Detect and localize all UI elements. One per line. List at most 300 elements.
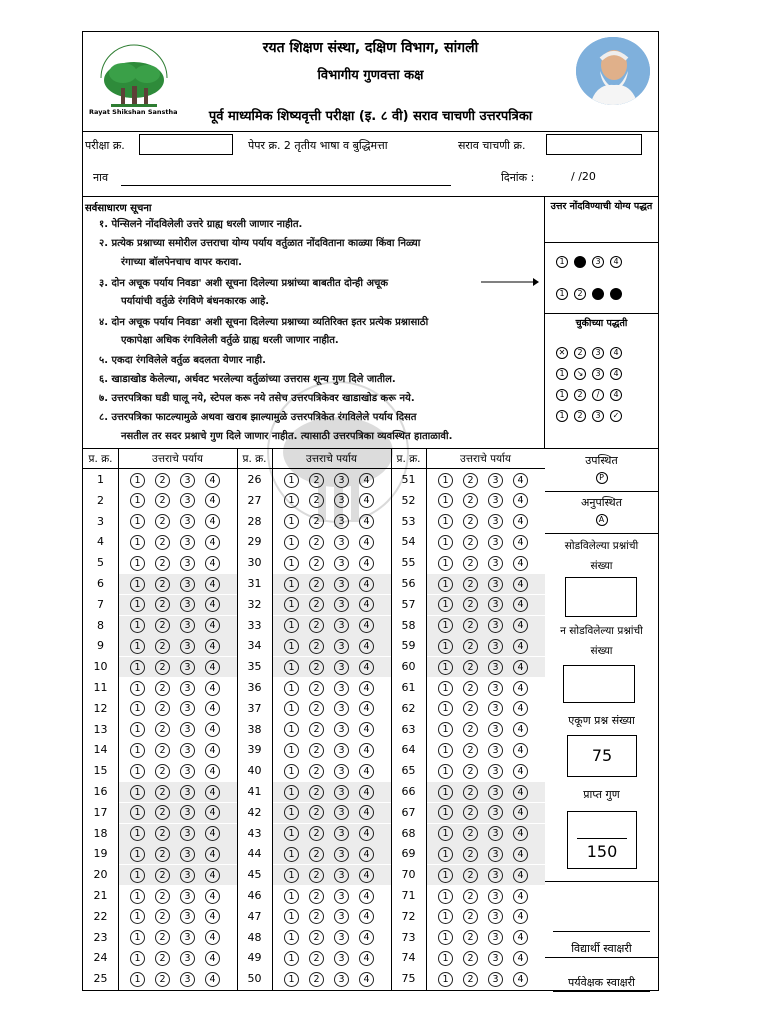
option-bubble-2[interactable]: 2: [155, 972, 170, 987]
option-bubble-2[interactable]: 2: [309, 785, 324, 800]
option-bubble-4[interactable]: 4: [205, 722, 220, 737]
option-bubble-4[interactable]: 4: [205, 660, 220, 675]
option-bubble-4[interactable]: 4: [359, 889, 374, 904]
option-bubble-4[interactable]: 4: [513, 618, 528, 633]
option-bubble-1[interactable]: 1: [438, 743, 453, 758]
option-bubble-4[interactable]: 4: [359, 951, 374, 966]
option-bubble-1[interactable]: 1: [130, 930, 145, 945]
option-bubble-2[interactable]: 2: [155, 473, 170, 488]
option-bubble-1[interactable]: 1: [284, 951, 299, 966]
option-bubble-1[interactable]: 1: [438, 972, 453, 987]
option-bubble-1[interactable]: 1: [284, 722, 299, 737]
exam-no-field[interactable]: [139, 134, 233, 155]
option-bubble-3[interactable]: 3: [488, 785, 503, 800]
option-bubble-2[interactable]: 2: [309, 681, 324, 696]
option-bubble-2[interactable]: 2: [155, 556, 170, 571]
option-bubble-2[interactable]: 2: [155, 764, 170, 779]
option-bubble-3[interactable]: 3: [180, 681, 195, 696]
option-bubble-4[interactable]: 4: [205, 577, 220, 592]
option-bubble-3[interactable]: 3: [488, 847, 503, 862]
option-bubble-2[interactable]: 2: [155, 618, 170, 633]
option-bubble-1[interactable]: 1: [130, 743, 145, 758]
option-bubble-3[interactable]: 3: [334, 618, 349, 633]
option-bubble-3[interactable]: 3: [180, 951, 195, 966]
option-bubble-1[interactable]: 1: [130, 972, 145, 987]
option-bubble-1[interactable]: 1: [438, 868, 453, 883]
option-bubble-1[interactable]: 1: [130, 785, 145, 800]
practice-no-field[interactable]: [546, 134, 642, 155]
option-bubble-2[interactable]: 2: [463, 514, 478, 529]
option-bubble-3[interactable]: 3: [488, 930, 503, 945]
option-bubble-2[interactable]: 2: [309, 577, 324, 592]
option-bubble-4[interactable]: 4: [513, 556, 528, 571]
option-bubble-2[interactable]: 2: [309, 889, 324, 904]
option-bubble-1[interactable]: 1: [130, 597, 145, 612]
option-bubble-4[interactable]: 4: [205, 743, 220, 758]
option-bubble-1[interactable]: 1: [284, 577, 299, 592]
option-bubble-1[interactable]: 1: [130, 577, 145, 592]
option-bubble-2[interactable]: 2: [463, 805, 478, 820]
option-bubble-2[interactable]: 2: [155, 889, 170, 904]
option-bubble-4[interactable]: 4: [513, 805, 528, 820]
option-bubble-1[interactable]: 1: [284, 826, 299, 841]
option-bubble-2[interactable]: 2: [463, 660, 478, 675]
option-bubble-3[interactable]: 3: [334, 847, 349, 862]
option-bubble-2[interactable]: 2: [309, 826, 324, 841]
absent-bubble[interactable]: A: [596, 514, 608, 526]
option-bubble-3[interactable]: 3: [180, 826, 195, 841]
option-bubble-4[interactable]: 4: [359, 639, 374, 654]
option-bubble-4[interactable]: 4: [513, 660, 528, 675]
option-bubble-1[interactable]: 1: [284, 597, 299, 612]
option-bubble-4[interactable]: 4: [205, 514, 220, 529]
option-bubble-1[interactable]: 1: [130, 660, 145, 675]
option-bubble-1[interactable]: 1: [284, 805, 299, 820]
option-bubble-4[interactable]: 4: [513, 889, 528, 904]
option-bubble-4[interactable]: 4: [359, 868, 374, 883]
name-line[interactable]: [121, 185, 451, 186]
option-bubble-4[interactable]: 4: [205, 847, 220, 862]
option-bubble-3[interactable]: 3: [180, 889, 195, 904]
present-bubble[interactable]: P: [596, 472, 608, 484]
option-bubble-3[interactable]: 3: [180, 785, 195, 800]
option-bubble-4[interactable]: 4: [359, 660, 374, 675]
option-bubble-1[interactable]: 1: [438, 556, 453, 571]
option-bubble-4[interactable]: 4: [205, 618, 220, 633]
option-bubble-2[interactable]: 2: [463, 972, 478, 987]
option-bubble-1[interactable]: 1: [130, 493, 145, 508]
option-bubble-3[interactable]: 3: [334, 909, 349, 924]
option-bubble-4[interactable]: 4: [359, 743, 374, 758]
option-bubble-4[interactable]: 4: [205, 826, 220, 841]
student-sign-line[interactable]: [553, 931, 650, 932]
option-bubble-3[interactable]: 3: [334, 951, 349, 966]
not-attempted-box[interactable]: [563, 665, 635, 703]
option-bubble-4[interactable]: 4: [205, 951, 220, 966]
option-bubble-4[interactable]: 4: [205, 805, 220, 820]
option-bubble-4[interactable]: 4: [205, 785, 220, 800]
option-bubble-2[interactable]: 2: [155, 514, 170, 529]
option-bubble-1[interactable]: 1: [284, 618, 299, 633]
option-bubble-3[interactable]: 3: [488, 722, 503, 737]
option-bubble-1[interactable]: 1: [130, 556, 145, 571]
option-bubble-1[interactable]: 1: [284, 972, 299, 987]
option-bubble-3[interactable]: 3: [488, 868, 503, 883]
option-bubble-2[interactable]: 2: [309, 805, 324, 820]
option-bubble-1[interactable]: 1: [284, 493, 299, 508]
option-bubble-1[interactable]: 1: [284, 556, 299, 571]
option-bubble-3[interactable]: 3: [488, 618, 503, 633]
option-bubble-1[interactable]: 1: [130, 868, 145, 883]
option-bubble-1[interactable]: 1: [438, 805, 453, 820]
option-bubble-2[interactable]: 2: [463, 930, 478, 945]
option-bubble-4[interactable]: 4: [205, 556, 220, 571]
option-bubble-2[interactable]: 2: [463, 722, 478, 737]
option-bubble-4[interactable]: 4: [359, 764, 374, 779]
option-bubble-3[interactable]: 3: [488, 660, 503, 675]
option-bubble-4[interactable]: 4: [359, 909, 374, 924]
option-bubble-3[interactable]: 3: [334, 597, 349, 612]
option-bubble-2[interactable]: 2: [309, 847, 324, 862]
option-bubble-3[interactable]: 3: [180, 577, 195, 592]
option-bubble-3[interactable]: 3: [334, 473, 349, 488]
option-bubble-2[interactable]: 2: [155, 805, 170, 820]
option-bubble-1[interactable]: 1: [130, 909, 145, 924]
option-bubble-4[interactable]: 4: [205, 868, 220, 883]
option-bubble-2[interactable]: 2: [155, 743, 170, 758]
option-bubble-3[interactable]: 3: [488, 681, 503, 696]
option-bubble-2[interactable]: 2: [463, 909, 478, 924]
option-bubble-3[interactable]: 3: [488, 889, 503, 904]
option-bubble-2[interactable]: 2: [155, 681, 170, 696]
option-bubble-3[interactable]: 3: [488, 701, 503, 716]
option-bubble-1[interactable]: 1: [438, 535, 453, 550]
option-bubble-3[interactable]: 3: [334, 493, 349, 508]
option-bubble-3[interactable]: 3: [488, 826, 503, 841]
option-bubble-3[interactable]: 3: [488, 535, 503, 550]
option-bubble-3[interactable]: 3: [180, 618, 195, 633]
attempted-box[interactable]: [565, 577, 637, 617]
option-bubble-3[interactable]: 3: [180, 514, 195, 529]
option-bubble-1[interactable]: 1: [438, 577, 453, 592]
option-bubble-3[interactable]: 3: [334, 743, 349, 758]
option-bubble-2[interactable]: 2: [463, 597, 478, 612]
option-bubble-1[interactable]: 1: [284, 514, 299, 529]
option-bubble-3[interactable]: 3: [180, 473, 195, 488]
option-bubble-2[interactable]: 2: [309, 930, 324, 945]
option-bubble-2[interactable]: 2: [155, 785, 170, 800]
option-bubble-2[interactable]: 2: [155, 722, 170, 737]
option-bubble-2[interactable]: 2: [309, 618, 324, 633]
option-bubble-2[interactable]: 2: [463, 868, 478, 883]
option-bubble-3[interactable]: 3: [180, 722, 195, 737]
option-bubble-1[interactable]: 1: [130, 514, 145, 529]
option-bubble-2[interactable]: 2: [155, 701, 170, 716]
option-bubble-2[interactable]: 2: [309, 597, 324, 612]
option-bubble-1[interactable]: 1: [284, 535, 299, 550]
option-bubble-4[interactable]: 4: [513, 785, 528, 800]
option-bubble-2[interactable]: 2: [463, 535, 478, 550]
option-bubble-2[interactable]: 2: [155, 660, 170, 675]
option-bubble-1[interactable]: 1: [438, 493, 453, 508]
option-bubble-1[interactable]: 1: [130, 722, 145, 737]
option-bubble-2[interactable]: 2: [155, 930, 170, 945]
option-bubble-1[interactable]: 1: [438, 785, 453, 800]
option-bubble-2[interactable]: 2: [463, 847, 478, 862]
option-bubble-4[interactable]: 4: [359, 473, 374, 488]
option-bubble-4[interactable]: 4: [513, 930, 528, 945]
option-bubble-1[interactable]: 1: [438, 639, 453, 654]
option-bubble-2[interactable]: 2: [309, 743, 324, 758]
option-bubble-1[interactable]: 1: [284, 660, 299, 675]
option-bubble-1[interactable]: 1: [284, 639, 299, 654]
option-bubble-2[interactable]: 2: [155, 597, 170, 612]
option-bubble-1[interactable]: 1: [438, 764, 453, 779]
option-bubble-1[interactable]: 1: [438, 722, 453, 737]
option-bubble-3[interactable]: 3: [334, 535, 349, 550]
option-bubble-3[interactable]: 3: [180, 535, 195, 550]
option-bubble-2[interactable]: 2: [463, 743, 478, 758]
option-bubble-3[interactable]: 3: [488, 764, 503, 779]
option-bubble-2[interactable]: 2: [155, 826, 170, 841]
option-bubble-4[interactable]: 4: [513, 826, 528, 841]
option-bubble-4[interactable]: 4: [359, 805, 374, 820]
option-bubble-4[interactable]: 4: [359, 847, 374, 862]
option-bubble-4[interactable]: 4: [205, 701, 220, 716]
option-bubble-2[interactable]: 2: [309, 660, 324, 675]
option-bubble-3[interactable]: 3: [488, 493, 503, 508]
option-bubble-2[interactable]: 2: [309, 722, 324, 737]
option-bubble-2[interactable]: 2: [155, 951, 170, 966]
option-bubble-4[interactable]: 4: [513, 868, 528, 883]
option-bubble-4[interactable]: 4: [359, 556, 374, 571]
option-bubble-3[interactable]: 3: [334, 930, 349, 945]
option-bubble-3[interactable]: 3: [180, 493, 195, 508]
option-bubble-2[interactable]: 2: [155, 535, 170, 550]
option-bubble-4[interactable]: 4: [205, 972, 220, 987]
option-bubble-2[interactable]: 2: [463, 618, 478, 633]
option-bubble-2[interactable]: 2: [155, 493, 170, 508]
option-bubble-4[interactable]: 4: [359, 597, 374, 612]
option-bubble-4[interactable]: 4: [513, 597, 528, 612]
option-bubble-2[interactable]: 2: [155, 868, 170, 883]
option-bubble-3[interactable]: 3: [334, 868, 349, 883]
option-bubble-1[interactable]: 1: [130, 889, 145, 904]
option-bubble-4[interactable]: 4: [513, 722, 528, 737]
option-bubble-4[interactable]: 4: [513, 951, 528, 966]
option-bubble-2[interactable]: 2: [309, 909, 324, 924]
option-bubble-3[interactable]: 3: [334, 785, 349, 800]
option-bubble-3[interactable]: 3: [334, 681, 349, 696]
option-bubble-4[interactable]: 4: [513, 764, 528, 779]
option-bubble-4[interactable]: 4: [359, 535, 374, 550]
option-bubble-1[interactable]: 1: [130, 701, 145, 716]
option-bubble-3[interactable]: 3: [180, 556, 195, 571]
option-bubble-1[interactable]: 1: [130, 535, 145, 550]
option-bubble-1[interactable]: 1: [284, 889, 299, 904]
option-bubble-4[interactable]: 4: [205, 535, 220, 550]
option-bubble-3[interactable]: 3: [488, 597, 503, 612]
option-bubble-1[interactable]: 1: [284, 868, 299, 883]
option-bubble-4[interactable]: 4: [513, 909, 528, 924]
option-bubble-3[interactable]: 3: [180, 972, 195, 987]
option-bubble-2[interactable]: 2: [463, 764, 478, 779]
option-bubble-1[interactable]: 1: [284, 473, 299, 488]
option-bubble-3[interactable]: 3: [334, 660, 349, 675]
option-bubble-3[interactable]: 3: [334, 722, 349, 737]
option-bubble-4[interactable]: 4: [205, 493, 220, 508]
option-bubble-4[interactable]: 4: [513, 847, 528, 862]
option-bubble-2[interactable]: 2: [463, 826, 478, 841]
option-bubble-1[interactable]: 1: [438, 826, 453, 841]
option-bubble-1[interactable]: 1: [438, 514, 453, 529]
option-bubble-2[interactable]: 2: [463, 785, 478, 800]
option-bubble-4[interactable]: 4: [513, 493, 528, 508]
option-bubble-1[interactable]: 1: [284, 764, 299, 779]
option-bubble-4[interactable]: 4: [513, 535, 528, 550]
option-bubble-3[interactable]: 3: [334, 639, 349, 654]
option-bubble-3[interactable]: 3: [180, 701, 195, 716]
option-bubble-4[interactable]: 4: [359, 972, 374, 987]
option-bubble-2[interactable]: 2: [463, 493, 478, 508]
option-bubble-3[interactable]: 3: [488, 473, 503, 488]
option-bubble-3[interactable]: 3: [180, 868, 195, 883]
option-bubble-2[interactable]: 2: [463, 556, 478, 571]
date-value[interactable]: / /20: [571, 170, 596, 183]
option-bubble-1[interactable]: 1: [130, 951, 145, 966]
option-bubble-2[interactable]: 2: [309, 972, 324, 987]
invigilator-sign-line[interactable]: [553, 991, 650, 992]
option-bubble-4[interactable]: 4: [359, 577, 374, 592]
option-bubble-1[interactable]: 1: [130, 826, 145, 841]
option-bubble-2[interactable]: 2: [309, 473, 324, 488]
option-bubble-4[interactable]: 4: [205, 764, 220, 779]
option-bubble-3[interactable]: 3: [180, 764, 195, 779]
option-bubble-4[interactable]: 4: [205, 889, 220, 904]
option-bubble-1[interactable]: 1: [130, 639, 145, 654]
option-bubble-2[interactable]: 2: [463, 701, 478, 716]
option-bubble-2[interactable]: 2: [309, 535, 324, 550]
option-bubble-3[interactable]: 3: [334, 514, 349, 529]
option-bubble-4[interactable]: 4: [205, 930, 220, 945]
option-bubble-3[interactable]: 3: [488, 951, 503, 966]
option-bubble-4[interactable]: 4: [205, 681, 220, 696]
option-bubble-1[interactable]: 1: [438, 951, 453, 966]
option-bubble-2[interactable]: 2: [309, 514, 324, 529]
option-bubble-3[interactable]: 3: [180, 847, 195, 862]
option-bubble-3[interactable]: 3: [180, 909, 195, 924]
option-bubble-2[interactable]: 2: [463, 473, 478, 488]
option-bubble-1[interactable]: 1: [130, 764, 145, 779]
option-bubble-3[interactable]: 3: [334, 556, 349, 571]
option-bubble-4[interactable]: 4: [513, 701, 528, 716]
option-bubble-2[interactable]: 2: [309, 951, 324, 966]
option-bubble-4[interactable]: 4: [359, 930, 374, 945]
option-bubble-3[interactable]: 3: [334, 826, 349, 841]
option-bubble-2[interactable]: 2: [463, 639, 478, 654]
option-bubble-1[interactable]: 1: [284, 743, 299, 758]
option-bubble-3[interactable]: 3: [488, 577, 503, 592]
option-bubble-4[interactable]: 4: [359, 826, 374, 841]
option-bubble-2[interactable]: 2: [309, 868, 324, 883]
option-bubble-3[interactable]: 3: [488, 556, 503, 571]
option-bubble-4[interactable]: 4: [359, 681, 374, 696]
option-bubble-1[interactable]: 1: [284, 701, 299, 716]
option-bubble-1[interactable]: 1: [284, 681, 299, 696]
option-bubble-3[interactable]: 3: [488, 514, 503, 529]
option-bubble-4[interactable]: 4: [359, 701, 374, 716]
option-bubble-1[interactable]: 1: [438, 597, 453, 612]
option-bubble-1[interactable]: 1: [284, 847, 299, 862]
option-bubble-3[interactable]: 3: [180, 805, 195, 820]
option-bubble-1[interactable]: 1: [284, 785, 299, 800]
option-bubble-4[interactable]: 4: [359, 722, 374, 737]
option-bubble-3[interactable]: 3: [488, 909, 503, 924]
option-bubble-4[interactable]: 4: [513, 681, 528, 696]
option-bubble-3[interactable]: 3: [334, 805, 349, 820]
option-bubble-3[interactable]: 3: [180, 743, 195, 758]
option-bubble-4[interactable]: 4: [359, 514, 374, 529]
option-bubble-4[interactable]: 4: [359, 493, 374, 508]
option-bubble-4[interactable]: 4: [205, 597, 220, 612]
option-bubble-3[interactable]: 3: [334, 701, 349, 716]
option-bubble-1[interactable]: 1: [438, 660, 453, 675]
option-bubble-1[interactable]: 1: [130, 805, 145, 820]
option-bubble-3[interactable]: 3: [334, 889, 349, 904]
option-bubble-3[interactable]: 3: [180, 639, 195, 654]
option-bubble-4[interactable]: 4: [205, 639, 220, 654]
option-bubble-4[interactable]: 4: [513, 972, 528, 987]
option-bubble-2[interactable]: 2: [463, 681, 478, 696]
option-bubble-1[interactable]: 1: [130, 473, 145, 488]
option-bubble-4[interactable]: 4: [359, 618, 374, 633]
option-bubble-2[interactable]: 2: [463, 889, 478, 904]
option-bubble-1[interactable]: 1: [438, 889, 453, 904]
option-bubble-1[interactable]: 1: [438, 681, 453, 696]
option-bubble-2[interactable]: 2: [155, 909, 170, 924]
option-bubble-3[interactable]: 3: [334, 577, 349, 592]
option-bubble-4[interactable]: 4: [513, 743, 528, 758]
option-bubble-2[interactable]: 2: [463, 951, 478, 966]
option-bubble-2[interactable]: 2: [155, 847, 170, 862]
option-bubble-4[interactable]: 4: [359, 785, 374, 800]
option-bubble-4[interactable]: 4: [513, 577, 528, 592]
option-bubble-3[interactable]: 3: [488, 743, 503, 758]
option-bubble-4[interactable]: 4: [513, 639, 528, 654]
option-bubble-3[interactable]: 3: [488, 972, 503, 987]
option-bubble-1[interactable]: 1: [438, 473, 453, 488]
option-bubble-3[interactable]: 3: [488, 805, 503, 820]
option-bubble-1[interactable]: 1: [284, 930, 299, 945]
option-bubble-3[interactable]: 3: [488, 639, 503, 654]
option-bubble-1[interactable]: 1: [130, 618, 145, 633]
option-bubble-3[interactable]: 3: [334, 764, 349, 779]
option-bubble-1[interactable]: 1: [438, 618, 453, 633]
option-bubble-1[interactable]: 1: [284, 909, 299, 924]
option-bubble-2[interactable]: 2: [309, 493, 324, 508]
option-bubble-1[interactable]: 1: [130, 681, 145, 696]
option-bubble-4[interactable]: 4: [513, 473, 528, 488]
option-bubble-1[interactable]: 1: [438, 847, 453, 862]
option-bubble-2[interactable]: 2: [155, 639, 170, 654]
option-bubble-4[interactable]: 4: [513, 514, 528, 529]
option-bubble-2[interactable]: 2: [309, 556, 324, 571]
option-bubble-1[interactable]: 1: [438, 930, 453, 945]
option-bubble-1[interactable]: 1: [130, 847, 145, 862]
option-bubble-3[interactable]: 3: [180, 930, 195, 945]
option-bubble-1[interactable]: 1: [438, 701, 453, 716]
option-bubble-2[interactable]: 2: [155, 577, 170, 592]
